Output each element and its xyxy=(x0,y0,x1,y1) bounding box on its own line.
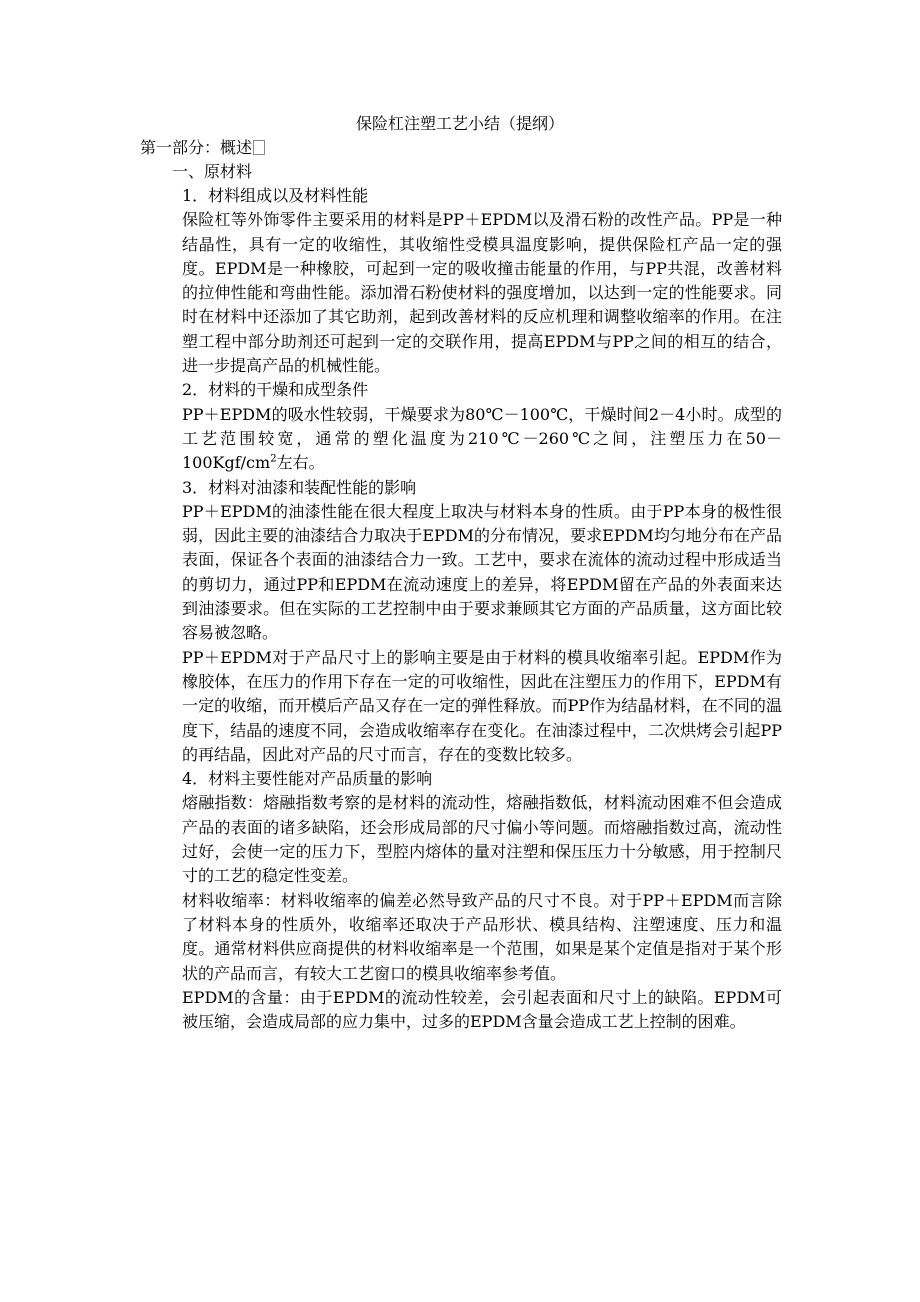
subsection-heading-4: 4．材料主要性能对产品质量的影响 xyxy=(182,769,433,789)
paragraph-shrinkage: 材料收缩率：材料收缩率的偏差必然导致产品的尺寸不良。对于PP＋EPDM而言除了材料本身的性质外，收缩率还取决于产品形状、模具结构、注塑速度、压力和温度。通常材料供应商提供的材料收缩率是一个范围，如果是某个定值是指对于某个形状的产品而言，有较大工艺窗口的模具收缩率参考值。 xyxy=(182,890,782,983)
paragraph-epdm-content: EPDM的含量：由于EPDM的流动性较差，会引起表面和尺寸上的缺陷。EPDM可被压缩，会造成局部的应力集中，过多的EPDM含量会造成工艺上控制的困难。 xyxy=(182,987,782,1032)
subsection-heading-2: 2．材料的干燥和成型条件 xyxy=(182,380,369,400)
paragraph-drying-molding xyxy=(182,403,782,476)
paragraph-melt-index: 熔融指数：熔融指数考察的是材料的流动性，熔融指数低，材料流动困难不但会造成产品的表面的诸多缺陷，还会形成局部的尺寸偏小等问题。而熔融指数过高，流动性过好，会使一定的压力下，型腔内熔体的量对注塑和保压压力十分敏感，用于控制尺寸的工艺的稳定性变差。 xyxy=(182,793,782,886)
paragraph-drying-text-b: 左右。 xyxy=(276,453,325,473)
paragraph-material-composition: 保险杠等外饰零件主要采用的材料是PP＋EPDM以及滑石粉的改性产品。PP是一种结晶性，具有一定的收缩性，其收缩性受模具温度影响，提供保险杠产品一定的强度。EPDM是一种橡胶，可起到一定的吸收撞击能量的作用，与PP共混，改善材料的拉伸性能和弯曲性能。添加滑石粉使材料的强度增加，以达到一定的性能要求。同时在材料中还添加了其它助剂，起到改善材料的反应机理和调整收缩率的作用。在注塑工程中部分助剂还可起到一定的交联作用，提高EPDM与PP之间的相互的结合，进一步提高产品的机械性能。 xyxy=(182,210,782,376)
section-heading: 一、原材料 xyxy=(172,162,253,181)
part-heading-text: 第一部分：概述 xyxy=(140,138,253,157)
paragraph-drying-text-a: PP＋EPDM的吸水性较弱，干燥要求为80℃－100℃，干燥时间2－4小时。成型的工艺范围较宽，通常的塑化温度为210℃－260℃之间，注塑压力在50－100Kgf/cm xyxy=(182,404,782,473)
paragraph-paint-performance: PP＋EPDM的油漆性能在很大程度上取决与材料本身的性质。由于PP本身的极性很弱，因此主要的油漆结合力取决于EPDM的分布情况，要求EPDM均匀地分布在产品表面，保证各个表面的油漆结合力一致。工艺中，要求在流体的流动过程中形成适当的剪切力，通过PP和EPDM在流动速度上的差异，将EPDM留在产品的外表面来达到油漆要求。但在实际的工艺控制中由于要求兼顾其它方面的产品质量，这方面比较容易被忽略。 xyxy=(182,501,782,643)
superscript-2: 2 xyxy=(270,453,277,465)
subsection-heading-3: 3．材料对油漆和装配性能的影响 xyxy=(182,477,417,497)
part-heading xyxy=(140,136,265,160)
placeholder-box-icon xyxy=(253,140,265,155)
document-title: 保险杠注塑工艺小结（提纲） xyxy=(355,114,564,133)
paragraph-dimension-effect: PP＋EPDM对于产品尺寸上的影响主要是由于材料的模具收缩率引起。EPDM作为橡胶体，在压力的作用下存在一定的可收缩性，因此在注塑压力的作用下，EPDM有一定的收缩，而开模后产品又存在一定的弹性释放。而PP作为结晶材料，在不同的温度下，结晶的速度不同，会造成收缩率存在变化。在油漆过程中，二次烘烤会引起PP的再结晶，因此对产品的尺寸而言，存在的变数比较多。 xyxy=(182,647,782,764)
subsection-heading-1: 1．材料组成以及材料性能 xyxy=(182,186,369,205)
document-body xyxy=(182,184,782,1034)
